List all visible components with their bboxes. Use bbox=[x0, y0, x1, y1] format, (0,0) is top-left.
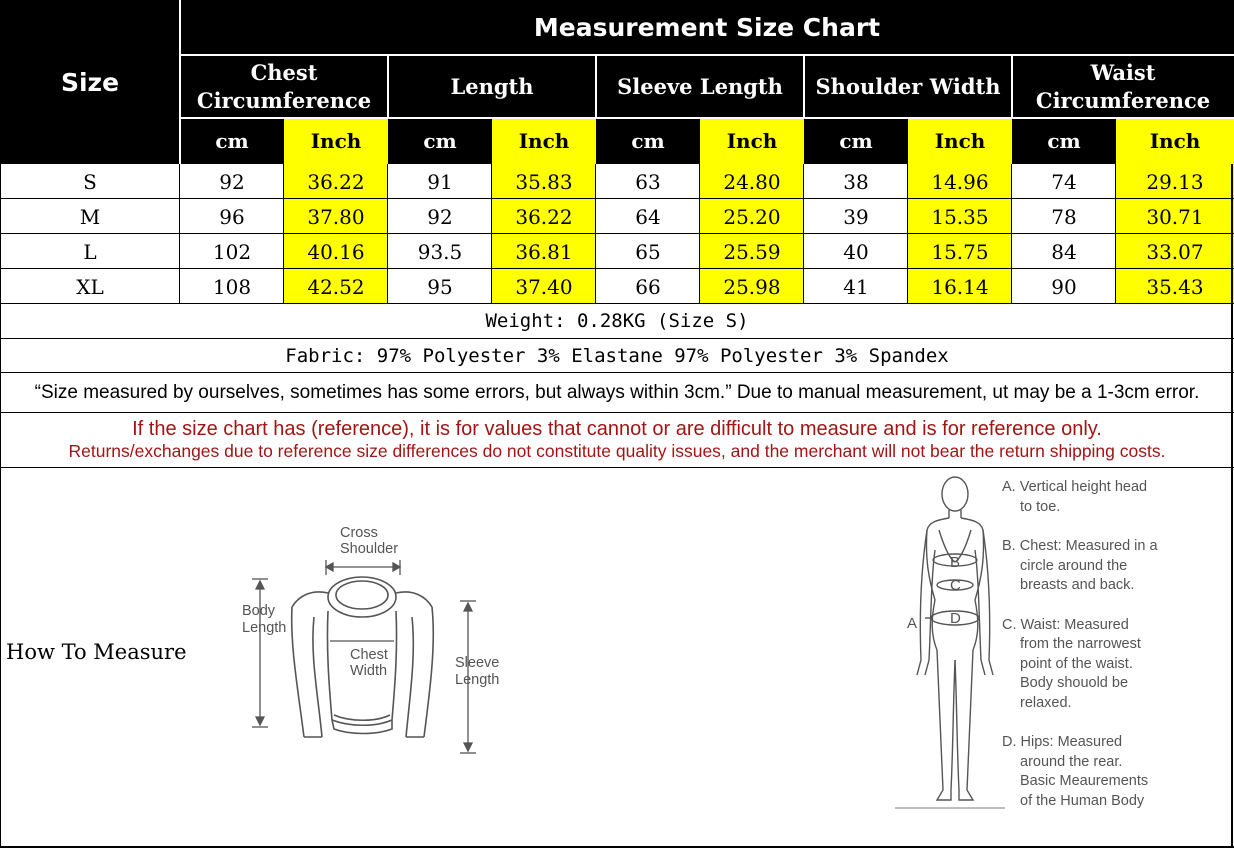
header-divider bbox=[595, 55, 597, 118]
inch-value-cell: 15.35 bbox=[908, 199, 1012, 234]
group-chest-line2: Circumference bbox=[196, 87, 372, 113]
note-line: breasts and back. bbox=[1020, 577, 1135, 593]
unit-cm: cm bbox=[388, 118, 492, 164]
reference-line-2: Returns/exchanges due to reference size differences do not constitute quality issues, and the merchant will not bear the return shipping costs. bbox=[68, 441, 1166, 461]
unit-cm: cm bbox=[804, 118, 908, 164]
note-line: point of the waist. bbox=[1020, 655, 1133, 672]
cm-value-cell: 63 bbox=[635, 169, 661, 194]
unit-inch: Inch bbox=[700, 118, 804, 164]
chart-title: Measurement Size Chart bbox=[180, 0, 1234, 55]
inch-value-cell: 16.14 bbox=[908, 269, 1012, 304]
cm-value-cell: 40 bbox=[843, 239, 869, 264]
inch-value-cell: 42.52 bbox=[284, 269, 388, 304]
size-cell: M bbox=[79, 204, 101, 229]
inch-value-cell: 25.20 bbox=[700, 199, 804, 234]
table-border bbox=[1231, 164, 1233, 848]
garment-label-shoulder: Shoulder bbox=[340, 541, 399, 557]
cm-value-cell: 74 bbox=[1051, 169, 1077, 194]
cm-value-cell: 66 bbox=[635, 274, 661, 299]
group-length-label: Length bbox=[450, 73, 534, 99]
note-line: around the rear. bbox=[1020, 753, 1123, 770]
note-line: Basic Meaurements bbox=[1020, 773, 1149, 789]
unit-cm: cm bbox=[180, 118, 284, 164]
size-cell: L bbox=[83, 239, 97, 264]
column-divider bbox=[179, 164, 180, 304]
header-divider bbox=[387, 55, 389, 118]
header-divider bbox=[179, 0, 181, 164]
size-header: Size bbox=[0, 0, 180, 164]
note-line: relaxed. bbox=[1020, 694, 1072, 711]
group-sleeve bbox=[596, 55, 804, 118]
inch-value-cell: 36.22 bbox=[284, 164, 388, 199]
column-divider bbox=[1115, 164, 1116, 304]
note-line: A. Vertical height head bbox=[1002, 479, 1148, 495]
group-waist-line1: Waist bbox=[1090, 59, 1156, 85]
note-line: circle around the bbox=[1020, 557, 1128, 574]
column-divider bbox=[595, 164, 596, 304]
note-line: from the narrowest bbox=[1020, 636, 1141, 652]
inch-value-cell: 25.59 bbox=[700, 234, 804, 269]
inch-value-cell: 36.22 bbox=[492, 199, 596, 234]
cm-value-cell: 93.5 bbox=[417, 239, 463, 264]
group-length bbox=[388, 55, 596, 118]
cm-value-cell: 102 bbox=[212, 239, 252, 264]
cm-value-cell: 64 bbox=[635, 204, 661, 229]
column-divider bbox=[1011, 164, 1012, 304]
disclaimer-note: “Size measured by ourselves, sometimes has some errors, but always within 3cm.” Due to manual measurement, ut may be a 1-3cm error. bbox=[0, 373, 1234, 413]
garment-label-body: Body bbox=[242, 603, 276, 619]
inch-value-cell: 14.96 bbox=[908, 164, 1012, 199]
group-waist-line2: Circumference bbox=[1035, 87, 1211, 113]
inch-value-cell: 35.83 bbox=[492, 164, 596, 199]
cm-value-cell: 92 bbox=[427, 204, 453, 229]
note-line: D. Hips: Measured bbox=[1002, 734, 1123, 750]
inch-value-cell: 30.71 bbox=[1116, 199, 1234, 234]
body-label-d: D bbox=[950, 610, 961, 627]
inch-value-cell: 29.13 bbox=[1116, 164, 1234, 199]
inch-value-cell: 24.80 bbox=[700, 164, 804, 199]
inch-value-cell: 25.98 bbox=[700, 269, 804, 304]
garment-diagram bbox=[230, 515, 520, 760]
garment-label-chest: Chest bbox=[350, 647, 388, 663]
weight-note: Weight: 0.28KG (Size S) bbox=[0, 304, 1234, 339]
inch-value-cell: 37.40 bbox=[492, 269, 596, 304]
note-line: of the Human Body bbox=[1020, 792, 1145, 809]
cm-value-cell: 38 bbox=[843, 169, 869, 194]
column-divider bbox=[803, 164, 804, 304]
size-cell: XL bbox=[76, 274, 104, 299]
fabric-note: Fabric: 97% Polyester 3% Elastane 97% Polyester 3% Spandex bbox=[0, 339, 1234, 373]
inch-value-cell: 35.43 bbox=[1116, 269, 1234, 304]
group-shoulder bbox=[804, 55, 1012, 118]
group-sleeve-label: Sleeve Length bbox=[617, 73, 783, 99]
column-divider bbox=[907, 164, 908, 304]
body-label-b: B bbox=[950, 554, 961, 571]
unit-inch: Inch bbox=[492, 118, 596, 164]
body-notes bbox=[1002, 478, 1227, 811]
note-c bbox=[1002, 616, 1227, 714]
header-divider bbox=[180, 117, 1234, 119]
garment-label-cross: Cross bbox=[340, 525, 378, 541]
group-waist bbox=[1012, 55, 1234, 118]
group-shoulder-label: Shoulder Width bbox=[815, 73, 1001, 99]
column-divider bbox=[699, 164, 700, 304]
header-divider bbox=[1011, 55, 1013, 118]
unit-cm: cm bbox=[1012, 118, 1116, 164]
header-divider bbox=[180, 54, 1234, 56]
unit-cm: cm bbox=[596, 118, 700, 164]
cm-value-cell: 95 bbox=[427, 274, 453, 299]
note-line: B. Chest: Measured in a bbox=[1002, 538, 1158, 554]
body-label-c: C bbox=[950, 577, 961, 594]
cm-value-cell: 96 bbox=[219, 204, 245, 229]
garment-label-width: Width bbox=[350, 663, 388, 679]
inch-value-cell: 36.81 bbox=[492, 234, 596, 269]
garment-label-sleeve: Sleeve bbox=[455, 655, 500, 671]
header-divider bbox=[803, 55, 805, 118]
note-line: to toe. bbox=[1020, 498, 1061, 515]
note-a bbox=[1002, 478, 1227, 517]
column-divider bbox=[387, 164, 388, 304]
inch-value-cell: 37.80 bbox=[284, 199, 388, 234]
unit-inch: Inch bbox=[284, 118, 388, 164]
garment-label-body-length: Length bbox=[242, 620, 287, 636]
note-b bbox=[1002, 537, 1227, 596]
cm-value-cell: 91 bbox=[427, 169, 453, 194]
unit-inch: Inch bbox=[908, 118, 1012, 164]
column-divider bbox=[491, 164, 492, 304]
cm-value-cell: 90 bbox=[1051, 274, 1077, 299]
group-chest bbox=[180, 55, 388, 118]
size-cell: S bbox=[83, 169, 97, 194]
reference-note bbox=[0, 413, 1234, 468]
cm-value-cell: 92 bbox=[219, 169, 245, 194]
note-d bbox=[1002, 733, 1227, 811]
note-line: C. Waist: Measured bbox=[1002, 616, 1129, 633]
cm-value-cell: 108 bbox=[212, 274, 252, 299]
table-border bbox=[0, 164, 1, 848]
garment-label-sleeve-length: Length bbox=[455, 672, 500, 688]
body-label-a: A bbox=[907, 615, 918, 632]
cm-value-cell: 41 bbox=[843, 274, 869, 299]
group-chest-line1: Chest bbox=[250, 59, 318, 85]
cm-value-cell: 39 bbox=[843, 204, 869, 229]
column-divider bbox=[283, 164, 284, 304]
unit-inch: Inch bbox=[1116, 118, 1234, 164]
reference-line-1: If the size chart has (reference), it is for values that cannot or are difficult to measure and is for reference only. bbox=[132, 418, 1102, 440]
cm-value-cell: 65 bbox=[635, 239, 661, 264]
how-to-measure-label: How To Measure bbox=[6, 640, 187, 664]
inch-value-cell: 15.75 bbox=[908, 234, 1012, 269]
cm-value-cell: 84 bbox=[1051, 239, 1077, 264]
inch-value-cell: 33.07 bbox=[1116, 234, 1234, 269]
cm-value-cell: 78 bbox=[1051, 204, 1077, 229]
inch-value-cell: 40.16 bbox=[284, 234, 388, 269]
note-line: Body shouold be bbox=[1020, 675, 1129, 691]
body-figure-diagram bbox=[895, 470, 1005, 815]
